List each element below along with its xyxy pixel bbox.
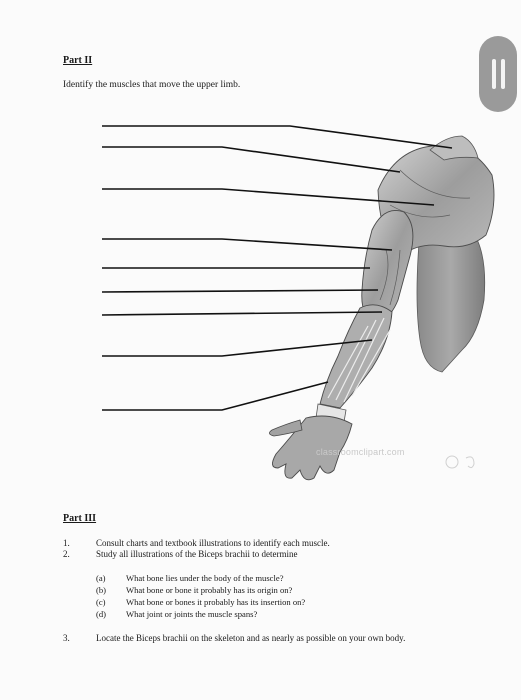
answer-line-1 (102, 126, 452, 148)
answer-line-6 (102, 290, 378, 292)
watermark-text: classroomclipart.com (316, 447, 405, 457)
part3-heading: Part III (63, 513, 97, 524)
subitem-a-label: (a) (96, 573, 106, 583)
part2-instruction: Identify the muscles that move the upper limb. (63, 80, 241, 90)
item-1-text: Consult charts and textbook illustrations to identify each muscle. (96, 538, 330, 548)
answer-line-4 (102, 239, 392, 250)
answer-line-9 (102, 382, 328, 410)
answer-line-7 (102, 312, 382, 315)
item-2-number: 2. (63, 549, 70, 559)
watermark-icon (446, 456, 474, 468)
answer-line-8 (102, 340, 372, 356)
subitem-a-text: What bone lies under the body of the muscle? (126, 573, 284, 583)
item-1-number: 1. (63, 538, 70, 548)
subitem-d-text: What joint or joints the muscle spans? (126, 609, 258, 619)
subitem-b-label: (b) (96, 585, 107, 595)
item-2-text: Study all illustrations of the Biceps brachii to determine (96, 549, 298, 559)
answer-line-2 (102, 147, 400, 172)
subitem-d-label: (d) (96, 609, 107, 619)
subitem-b-text: What bone or bone it probably has its origin on? (126, 585, 293, 595)
item-3-text: Locate the Biceps brachii on the skeleton and as nearly as possible on your own body. (96, 633, 406, 643)
part2-heading: Part II (63, 55, 93, 66)
item-3-number: 3. (63, 633, 70, 643)
subitem-c-label: (c) (96, 597, 106, 607)
subitem-c-text: What bone or bones it probably has its insertion on? (126, 597, 306, 607)
